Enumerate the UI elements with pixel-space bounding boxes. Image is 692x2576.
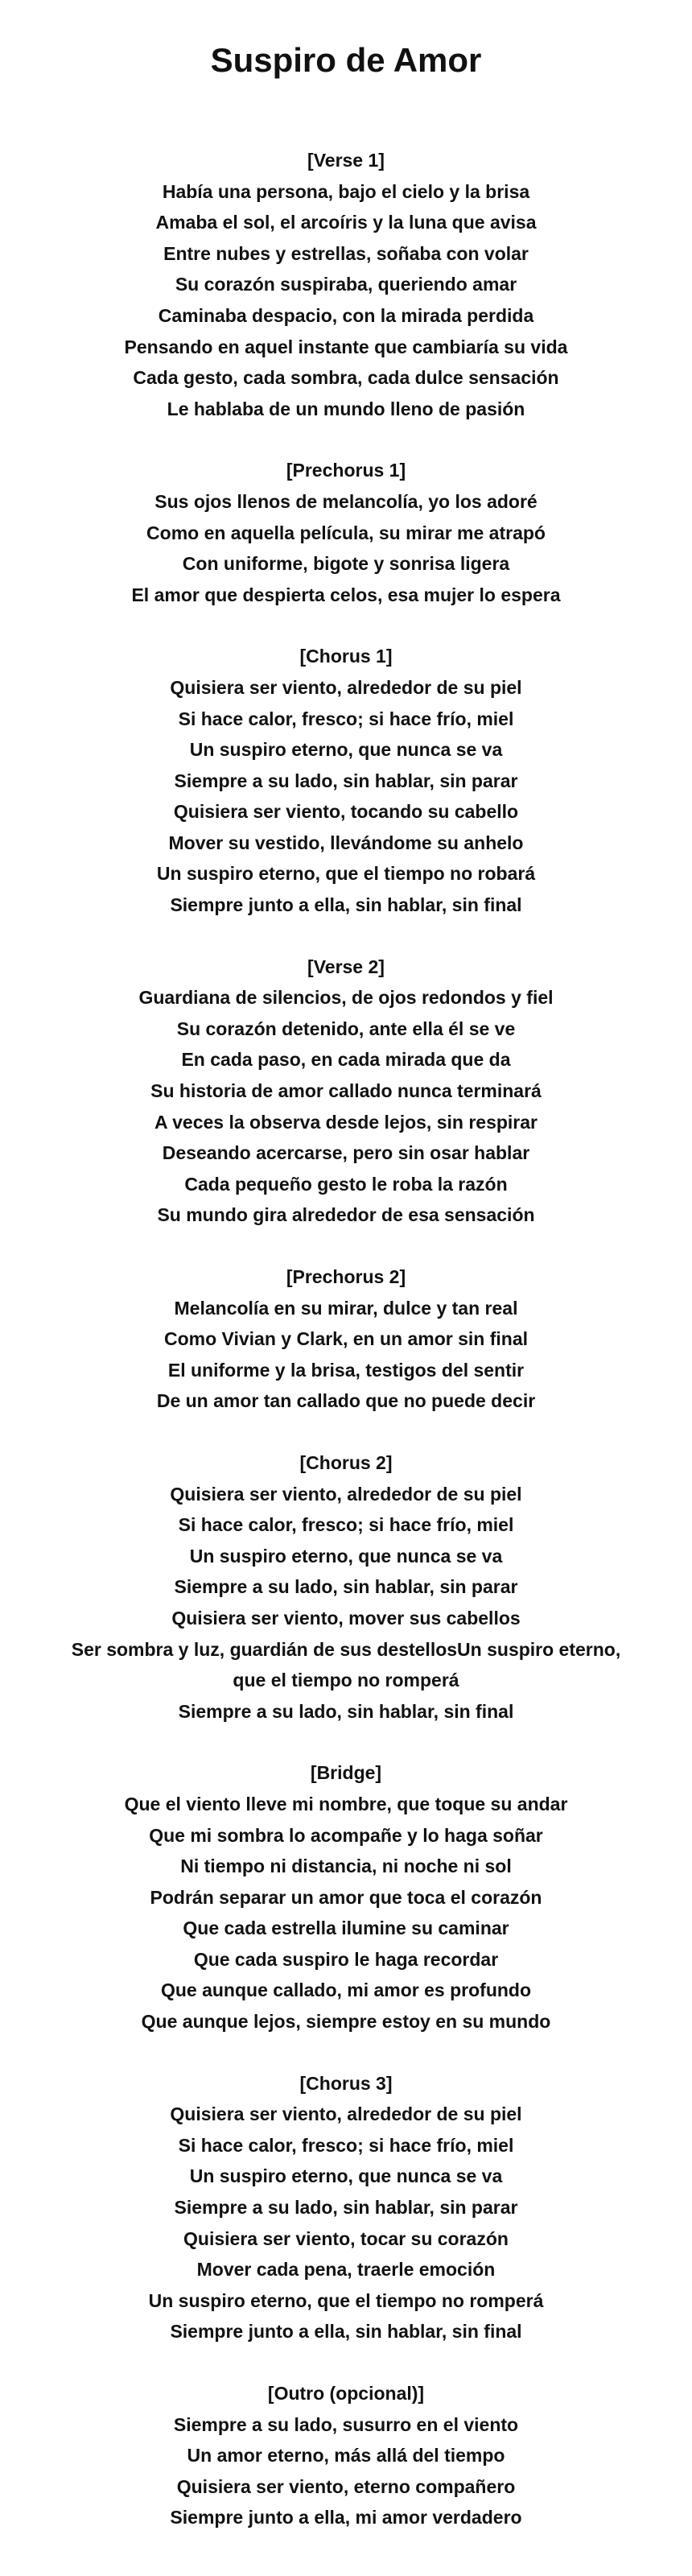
lyric-line: Quisiera ser viento, alrededor de su piel <box>170 1483 522 1505</box>
lyrics-section <box>0 455 692 610</box>
lyrics-sections <box>0 145 692 2533</box>
lyric-line: Que aunque callado, mi amor es profundo <box>160 1979 532 2001</box>
lyric-line: Podrán separar un amor que toca el corazón <box>150 1886 542 1908</box>
lyrics-section <box>0 2378 692 2533</box>
lyrics-section <box>0 1757 692 2037</box>
lyric-line: Caminaba despacio, con la mirada perdida <box>158 304 534 326</box>
lyric-line: Su corazón detenido, ante ella él se ve <box>176 1018 516 1039</box>
section-heading: [Prechorus 2] <box>286 1266 406 1287</box>
section-heading: [Outro (opcional)] <box>267 2383 425 2404</box>
lyric-line: Un amor eterno, más allá del tiempo <box>187 2445 505 2467</box>
lyric-line: Si hace calor, fresco; si hace frío, miel <box>178 708 514 729</box>
lyrics-section <box>0 1447 692 1727</box>
lyric-line: Quisiera ser viento, eterno compañero <box>176 2475 516 2497</box>
lyric-line: Como Vivian y Clark, en un amor sin final <box>163 1328 529 1350</box>
lyric-line: Siempre a su lado, sin hablar, sin parar <box>174 1576 518 1598</box>
lyric-line: Siempre junto a ella, sin hablar, sin final <box>170 2321 522 2343</box>
lyric-line: Un suspiro eterno, que el tiempo no robará <box>156 863 536 885</box>
section-heading: [Chorus 1] <box>299 646 393 667</box>
lyrics-section <box>0 1261 692 1417</box>
lyric-line: Su mundo gira alrededor de esa sensación <box>157 1204 535 1226</box>
lyric-line: Como en aquella película, su mirar me atrapó <box>146 522 546 543</box>
lyric-line: Siempre a su lado, sin hablar, sin final <box>178 1700 514 1722</box>
lyric-line: Mover cada pena, traerle emoción <box>196 2259 496 2281</box>
section-heading: [Verse 1] <box>307 150 385 171</box>
lyric-line: Ser sombra y luz, guardián de sus destellosUn suspiro eterno, <box>71 1638 621 1660</box>
lyric-line: Un suspiro eterno, que el tiempo no romperá <box>148 2289 544 2311</box>
section-heading: [Chorus 2] <box>299 1451 393 1473</box>
lyric-line: Quisiera ser viento, tocando su cabello <box>173 801 519 823</box>
lyric-line: Cada pequeño gesto le roba la razón <box>184 1173 508 1195</box>
lyrics-section <box>0 2068 692 2347</box>
page-title: Suspiro de Amor <box>210 41 482 79</box>
lyric-line: Quisiera ser viento, mover sus cabellos <box>171 1607 521 1629</box>
lyric-line: El uniforme y la brisa, testigos del sentir <box>167 1359 525 1381</box>
lyric-line: Siempre a su lado, sin hablar, sin parar <box>174 770 518 791</box>
lyric-line: Sus ojos llenos de melancolía, yo los adoré <box>154 490 538 512</box>
lyric-line: Pensando en aquel instante que cambiaría su vida <box>124 336 568 357</box>
lyrics-section <box>0 641 692 920</box>
lyric-line: Entre nubes y estrellas, soñaba con volar <box>163 242 529 264</box>
section-heading: [Prechorus 1] <box>286 460 406 481</box>
lyric-line: Ni tiempo ni distancia, ni noche ni sol <box>180 1856 512 1877</box>
lyric-line: Siempre junto a ella, sin hablar, sin final <box>170 894 522 916</box>
lyric-line: Que aunque lejos, siempre estoy en su mundo <box>141 2011 551 2033</box>
lyric-line: Melancolía en su mirar, dulce y tan real <box>174 1297 518 1319</box>
lyrics-section <box>0 145 692 424</box>
lyric-line: Siempre a su lado, susurro en el viento <box>173 2413 519 2435</box>
lyric-line: Si hace calor, fresco; si hace frío, miel <box>178 2134 514 2156</box>
lyric-line: Que cada estrella ilumine su caminar <box>183 1918 509 1939</box>
lyric-line: Un suspiro eterno, que nunca se va <box>189 739 503 761</box>
lyric-line: Su historia de amor callado nunca terminará <box>150 1080 542 1102</box>
lyric-line: Un suspiro eterno, que nunca se va <box>189 1545 503 1567</box>
section-heading: [Chorus 3] <box>299 2072 393 2094</box>
lyric-line: Que mi sombra lo acompañe y lo haga soñar <box>149 1824 543 1846</box>
lyric-line: Guardiana de silencios, de ojos redondos y fiel <box>138 987 554 1009</box>
lyric-line: que el tiempo no romperá <box>233 1670 459 1691</box>
lyric-line: Amaba el sol, el arcoíris y la luna que avisa <box>155 212 537 233</box>
lyric-line: Un suspiro eterno, que nunca se va <box>189 2165 503 2187</box>
lyric-line: Que cada suspiro le haga recordar <box>193 1948 499 1970</box>
lyric-line: A veces la observa desde lejos, sin respirar <box>154 1111 538 1133</box>
lyric-line: El amor que despierta celos, esa mujer lo espera <box>131 584 561 605</box>
lyric-line: Si hace calor, fresco; si hace frío, miel <box>178 1514 514 1536</box>
section-heading: [Verse 2] <box>307 956 385 977</box>
lyric-line: Quisiera ser viento, alrededor de su piel <box>170 676 522 698</box>
lyric-line: Le hablaba de un mundo lleno de pasión <box>167 398 525 419</box>
lyric-line: En cada paso, en cada mirada que da <box>181 1049 511 1071</box>
lyric-line: De un amor tan callado que no puede decir <box>156 1390 536 1412</box>
lyric-line: Quisiera ser viento, alrededor de su piel <box>170 2103 522 2125</box>
lyric-line: Que el viento lleve mi nombre, que toque su andar <box>124 1793 568 1814</box>
lyric-line: Con uniforme, bigote y sonrisa ligera <box>182 553 510 575</box>
lyric-line: Deseando acercarse, pero sin osar hablar <box>162 1142 530 1164</box>
lyric-line: Había una persona, bajo el cielo y la brisa <box>162 180 530 202</box>
lyric-line: Quisiera ser viento, tocar su corazón <box>183 2227 509 2249</box>
lyric-line: Siempre a su lado, sin hablar, sin parar <box>174 2197 518 2219</box>
lyrics-section <box>0 952 692 1231</box>
section-heading: [Bridge] <box>310 1762 382 1784</box>
lyric-line: Siempre junto a ella, mi amor verdadero <box>170 2507 522 2529</box>
lyric-line: Mover su vestido, llevándome su anhelo <box>168 832 524 853</box>
lyric-line: Su corazón suspiraba, queriendo amar <box>175 274 517 295</box>
lyric-line: Cada gesto, cada sombra, cada dulce sensación <box>133 367 559 389</box>
